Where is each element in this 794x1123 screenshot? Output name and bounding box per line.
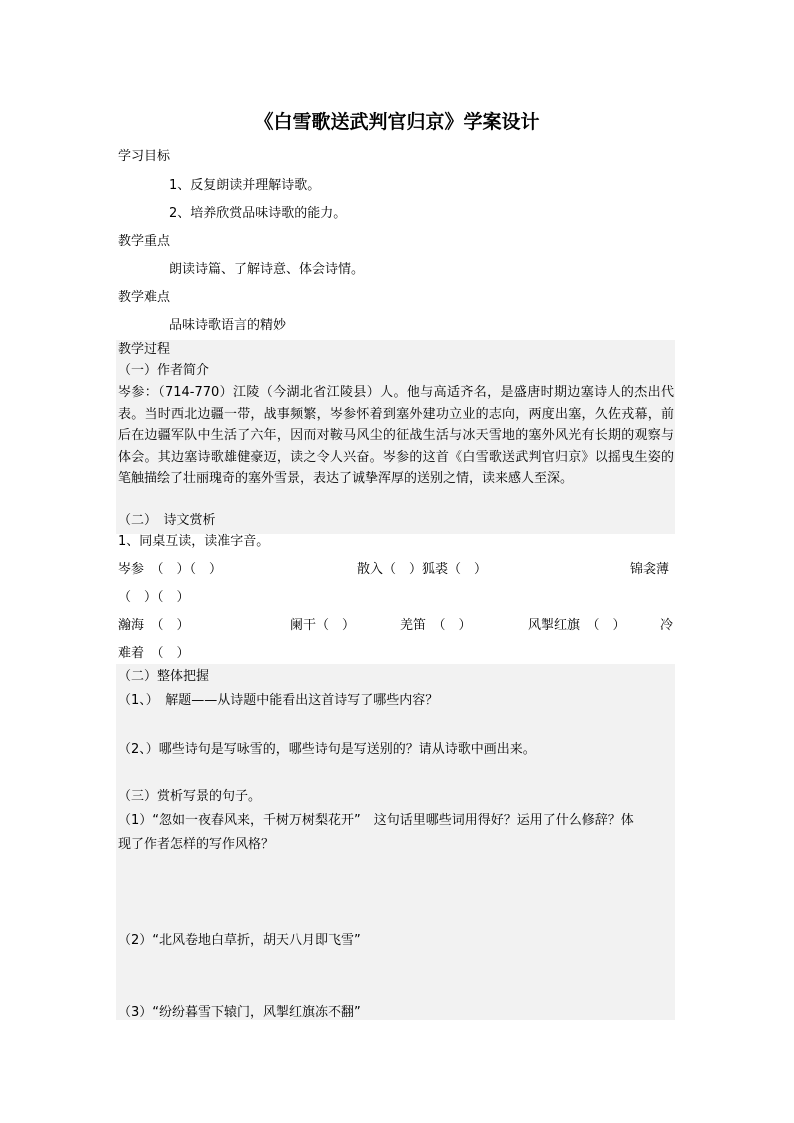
key-points-heading: 教学重点 <box>118 234 171 249</box>
difficulty-heading: 教学难点 <box>118 290 171 305</box>
word-leng: 冷 <box>660 618 674 633</box>
goals-heading: 学习目标 <box>118 149 171 164</box>
scenery-question-1-line-2: 现了作者怎样的写作风格？ <box>118 837 275 852</box>
author-heading: （一）作者简介 <box>118 363 210 378</box>
question-1: （1、） 解题——从诗题中能看出这首诗写了哪些内容？ <box>118 693 439 708</box>
word-fengche-hongqi: 风掣红旗 （ ） <box>528 618 626 633</box>
scenery-question-1-line-1: （1）“忽如一夜春风来，千树万树梨花开” 这句话里哪些词用得好？运用了什么修辞？体 <box>118 813 634 828</box>
process-heading: 教学过程 <box>118 342 171 357</box>
scenery-heading: （三）赏析写景的句子。 <box>118 789 262 804</box>
goal-item-1: 1、反复朗读并理解诗歌。 <box>169 178 321 193</box>
goal-item-2: 2、培养欣赏品味诗歌的能力。 <box>169 206 347 221</box>
pronunciation-task: 1、同桌互读，读准字音。 <box>118 534 270 549</box>
word-hanhai: 瀚海 （ ） <box>118 618 190 633</box>
author-paragraph: 岑参：（714-770）江陵（今湖北省江陵县）人。他与高适齐名，是盛唐时期边塞诗人的杰出代表。当时西北边疆一带，战事频繁，岑参怀着到塞外建功立业的志向，两度出塞，久佐戎幕，前后在边疆军队中生活了六年，因而对鞍马风尘的征战生活与冰天雪地的塞外风光有长期的观察与体会。其边塞诗歌雄健豪迈，读之令人兴奋。岑参的这首《白雪歌送武判官归京》以摇曳生姿的笔触描绘了壮丽瑰奇的塞外雪景，表达了诚挚浑厚的送别之情，读来感人至深。 <box>118 385 674 486</box>
key-points-text: 朗读诗篇、了解诗意、体会诗情。 <box>169 262 365 277</box>
appreciation-heading: （二） 诗文赏析 <box>118 513 216 528</box>
word-jinqinbo: 锦衾薄 <box>630 562 670 577</box>
word-censhen: 岑参 （ ）（ ） <box>118 562 223 577</box>
difficulty-text: 品味诗歌语言的精妙 <box>169 318 287 333</box>
scenery-question-2: （2）“北风卷地白草折，胡天八月即飞雪” <box>118 933 361 948</box>
word-jinqinbo-blanks: （ ）（ ） <box>118 590 190 605</box>
scenery-question-3: （3）“纷纷暮雪下辕门，风掣红旗冻不翻” <box>118 1005 361 1020</box>
word-sanru-huqiu: 散入（ ）狐裘（ ） <box>357 562 488 577</box>
word-langan: 阑干（ ） <box>290 618 356 633</box>
word-qiangdi: 羌笛 （ ） <box>400 618 472 633</box>
overall-heading: （二）整体把握 <box>118 669 210 684</box>
question-2: （2、）哪些诗句是写咏雪的，哪些诗句是写送别的？请从诗歌中画出来。 <box>118 742 536 757</box>
word-nanzhuo: 难着 （ ） <box>118 646 190 661</box>
document-title: 《白雪歌送武判官归京》学案设计 <box>254 111 540 133</box>
